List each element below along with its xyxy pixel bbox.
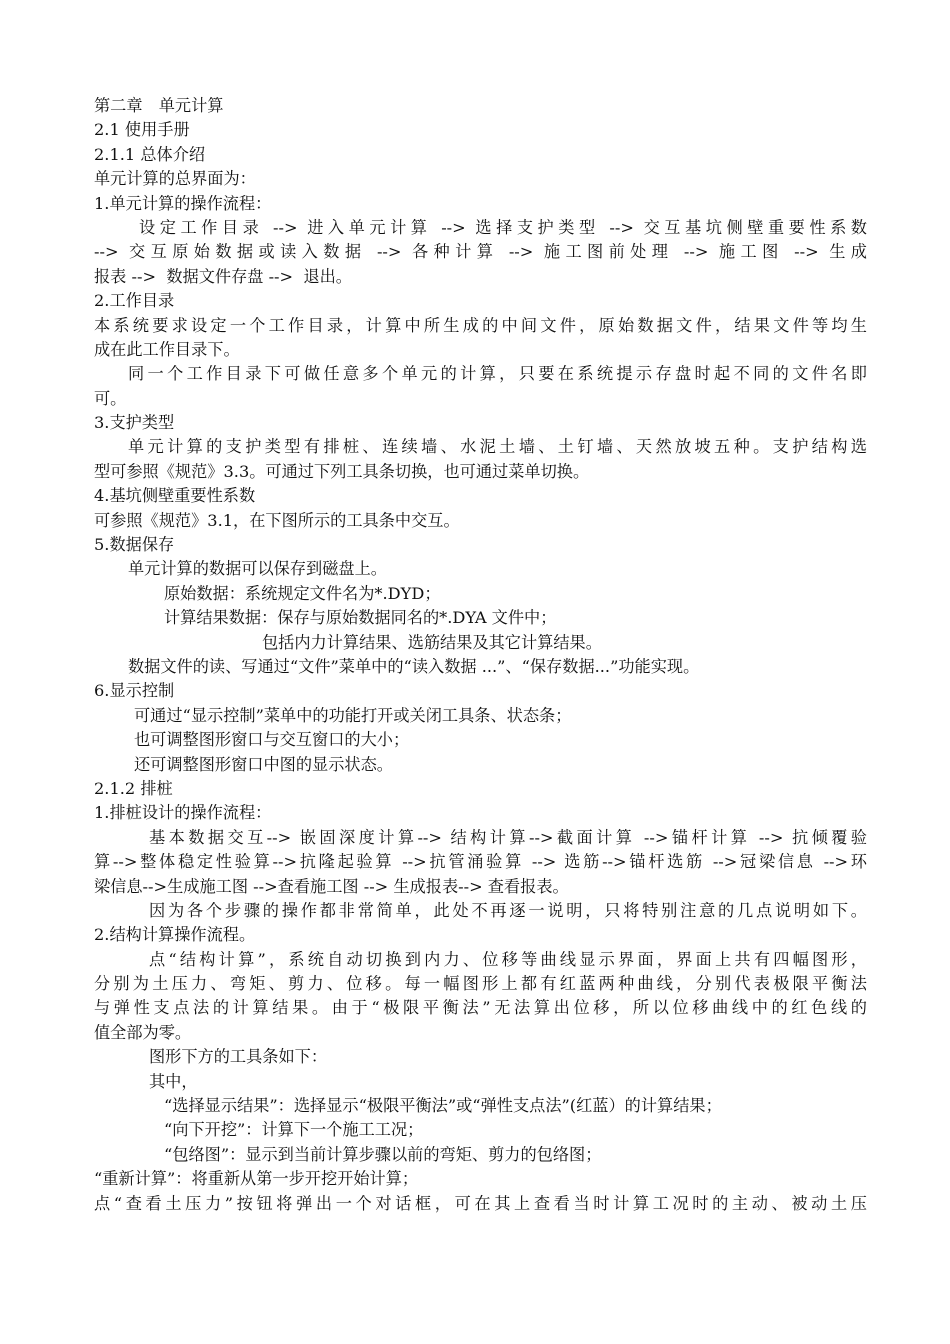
text-line: 成在此工作目录下。 <box>94 339 240 359</box>
text-line: 同一个工作目录下可做任意多个单元的计算，只要在系统提示存盘时起不同的文件名即 <box>128 364 867 384</box>
numbered-heading: 4.基坑侧壁重要性系数 <box>94 486 256 506</box>
text-line: “选择显示结果”：选择显示“极限平衡法”或“弹性支点法”(红蓝）的计算结果； <box>164 1096 722 1116</box>
section-heading: 2.1 使用手册 <box>94 120 190 140</box>
text-line: 点“结构计算”，系统自动切换到内力、位移等曲线显示界面，界面上共有四幅图形， <box>149 949 867 969</box>
text-line: “包络图”：显示到当前计算步骤以前的弯矩、剪力的包络图； <box>164 1144 602 1164</box>
text-line: 基本数据交互--> 嵌固深度计算--> 结构计算-->截面计算 -->锚杆计算 --> 抗倾覆验 <box>149 827 867 847</box>
text-line: 单元计算的支护类型有排桩、连续墙、水泥土墙、土钉墙、天然放坡五种。支护结构选 <box>128 437 867 457</box>
text-line: 分别为土压力、弯矩、剪力、位移。每一幅图形上都有红蓝两种曲线，分别代表极限平衡法 <box>94 974 867 994</box>
text-line: 还可调整图形窗口中图的显示状态。 <box>134 754 393 774</box>
text-line: 报表 --> 数据文件存盘 --> 退出。 <box>94 266 352 286</box>
text-line: 单元计算的数据可以保存到磁盘上。 <box>128 559 387 579</box>
text-line: 本系统要求设定一个工作目录，计算中所生成的中间文件，原始数据文件，结果文件等均生 <box>94 315 867 335</box>
numbered-heading: 1.排桩设计的操作流程： <box>94 803 272 823</box>
numbered-heading: 5.数据保存 <box>94 535 175 555</box>
text-line: 可。 <box>94 388 127 408</box>
text-line: 点“查看土压力”按钮将弹出一个对话框，可在其上查看当时计算工况时的主动、被动土压 <box>94 1193 867 1213</box>
numbered-heading: 3.支护类型 <box>94 413 175 433</box>
subsection-heading: 2.1.1 总体介绍 <box>94 144 206 164</box>
numbered-heading: 6.显示控制 <box>94 681 175 701</box>
text-line: 单元计算的总界面为： <box>94 169 256 189</box>
text-line: 因为各个步骤的操作都非常简单，此处不再逐一说明，只将特别注意的几点说明如下。 <box>149 900 867 920</box>
text-line: 可参照《规范》3.1，在下图所示的工具条中交互。 <box>94 510 460 530</box>
text-line: 可通过“显示控制”菜单中的功能打开或关闭工具条、状态条； <box>134 705 572 725</box>
subsection-heading: 2.1.2 排桩 <box>94 778 173 798</box>
text-line: 包括内力计算结果、选筋结果及其它计算结果。 <box>262 632 602 652</box>
text-line: 计算结果数据：保存与原始数据同名的*.DYA 文件中； <box>164 608 557 628</box>
text-line: 数据文件的读、写通过“文件”菜单中的“读入数据 ...”、“保存数据...”功能实现。 <box>128 656 700 676</box>
text-line: 型可参照《规范》3.3。可通过下列工具条切换，也可通过菜单切换。 <box>94 461 590 481</box>
text-line: 也可调整图形窗口与交互窗口的大小； <box>134 730 410 750</box>
chapter-title: 第二章 单元计算 <box>94 96 224 115</box>
document-page <box>94 94 867 1216</box>
text-line: --> 交互原始数据或读入数据 --> 各种计算 --> 施工图前处理 --> 施工图 --> 生成 <box>94 242 867 262</box>
text-line: “向下开挖”：计算下一个施工工况； <box>164 1120 424 1140</box>
text-line: 梁信息-->生成施工图 -->查看施工图 --> 生成报表--> 查看报表。 <box>94 876 569 896</box>
text-line: “重新计算”：将重新从第一步开挖开始计算； <box>94 1169 419 1189</box>
text-line: 与弹性支点法的计算结果。由于“极限平衡法”无法算出位移，所以位移曲线中的红色线的 <box>94 998 867 1018</box>
numbered-heading: 1.单元计算的操作流程： <box>94 193 272 213</box>
text-line: 值全部为零。 <box>94 1022 192 1042</box>
text-line: 原始数据：系统规定文件名为*.DYD； <box>164 583 441 603</box>
text-line: 图形下方的工具条如下： <box>149 1047 328 1067</box>
text-line: 设定工作目录 --> 进入单元计算 --> 选择支护类型 --> 交互基坑侧壁重要性系数 <box>139 217 867 237</box>
numbered-heading: 2.结构计算操作流程。 <box>94 925 256 945</box>
text-line: 其中， <box>149 1071 198 1091</box>
text-line: 算-->整体稳定性验算-->抗隆起验算 -->抗管涌验算 --> 选筋-->锚杆选筋 -->冠梁信息 -->环 <box>94 852 867 872</box>
numbered-heading: 2.工作目录 <box>94 291 175 311</box>
